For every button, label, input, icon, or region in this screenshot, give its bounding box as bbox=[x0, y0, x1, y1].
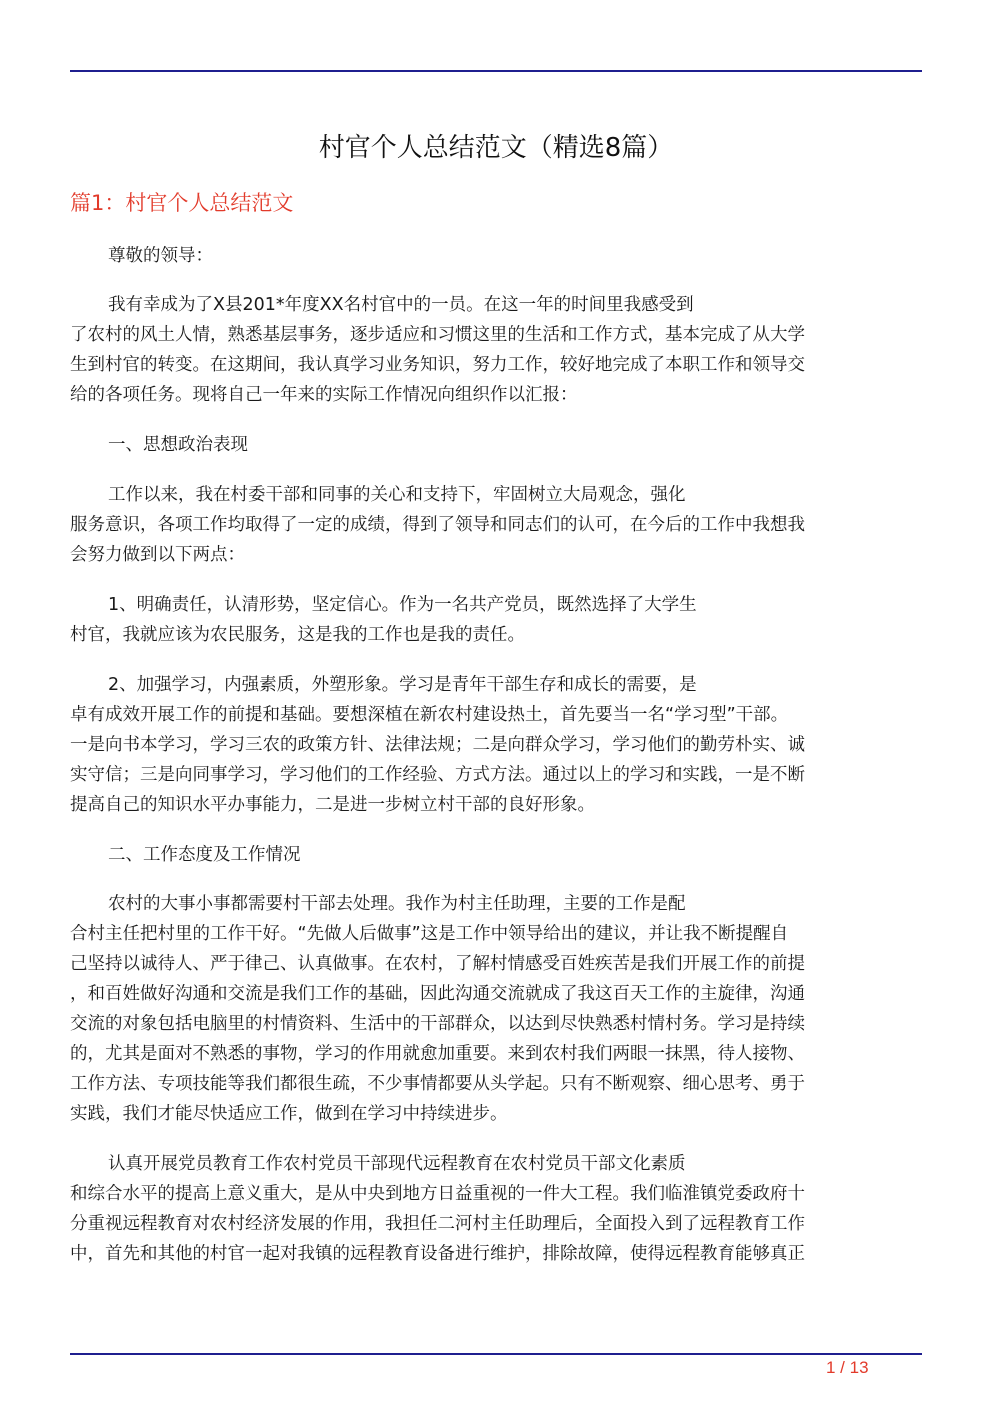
text-line: 我有幸成为了X县201*年度XX名村官中的一员。在这一年的时间里我感受到 bbox=[108, 295, 694, 315]
text-line: 服务意识，各项工作均取得了一定的成绩，得到了领导和同志们的认可，在今后的工作中我想我 bbox=[70, 515, 805, 535]
text-line: 实守信；三是向同事学习，学习他们的工作经验、方式方法。通过以上的学习和实践，一是不断 bbox=[70, 765, 805, 785]
text-line: 了农村的风土人情，熟悉基层事务，逐步适应和习惯这里的生活和工作方式，基本完成了从大学 bbox=[70, 325, 805, 345]
text-line: 村官，我就应该为农民服务，这是我的工作也是我的责任。 bbox=[70, 625, 525, 645]
text-line: 合村主任把村里的工作干好。“先做人后做事”这是工作中领导给出的建议，并让我不断提醒自 bbox=[70, 924, 789, 944]
text-line: 2、加强学习，内强素质，外塑形象。学习是青年干部生存和成长的需要，是 bbox=[108, 675, 697, 695]
text-line: 分重视远程教育对农村经济发展的作用，我担任二河村主任助理后，全面投入到了远程教育工作 bbox=[70, 1214, 805, 1234]
text-line: 农村的大事小事都需要村干部去处理。我作为村主任助理，主要的工作是配 bbox=[108, 894, 686, 914]
text-line: 二、工作态度及工作情况 bbox=[108, 845, 301, 865]
text-line: 给的各项任务。现将自己一年来的实际工作情况向组织作以汇报： bbox=[70, 385, 578, 405]
text-line: 一是向书本学习，学习三农的政策方针、法律法规；二是向群众学习，学习他们的勤劳朴实、诚 bbox=[70, 735, 805, 755]
text-line: ，和百姓做好沟通和交流是我们工作的基础，因此沟通交流就成了我这百天工作的主旋律，沟通 bbox=[70, 984, 805, 1004]
text-line: 实践，我们才能尽快适应工作，做到在学习中持续进步。 bbox=[70, 1104, 508, 1124]
text-line: 尊敬的领导： bbox=[108, 246, 213, 266]
document-title: 村官个人总结范文（精选8篇） bbox=[318, 133, 674, 163]
text-line: 的，尤其是面对不熟悉的事物，学习的作用就愈加重要。来到农村我们两眼一抹黑，待人接物、 bbox=[70, 1044, 805, 1064]
text-line: 己坚持以诚待人、严于律己、认真做事。在农村，了解村情感受百姓疾苦是我们开展工作的前提 bbox=[70, 954, 805, 974]
text-line: 一、思想政治表现 bbox=[108, 435, 248, 455]
text-line: 交流的对象包括电脑里的村情资料、生活中的干部群众，以达到尽快熟悉村情村务。学习是持续 bbox=[70, 1014, 805, 1034]
text-line: 卓有成效开展工作的前提和基础。要想深植在新农村建设热土，首先要当一名“学习型”干部。 bbox=[70, 705, 789, 725]
text-line: 和综合水平的提高上意义重大，是从中央到地方日益重视的一件大工程。我们临淮镇党委政府十 bbox=[70, 1184, 805, 1204]
text-line: 工作方法、专项技能等我们都很生疏，不少事情都要从头学起。只有不断观察、细心思考、勇于 bbox=[70, 1074, 805, 1094]
text-line: 会努力做到以下两点： bbox=[70, 545, 245, 565]
text-line: 认真开展党员教育工作农村党员干部现代远程教育在农村党员干部文化素质 bbox=[108, 1154, 686, 1174]
header-rule bbox=[70, 70, 922, 72]
page-number: 1 / 13 bbox=[826, 1358, 869, 1377]
section-title: 篇1：村官个人总结范文 bbox=[70, 191, 294, 215]
text-line: 1、明确责任，认清形势，坚定信心。作为一名共产党员，既然选择了大学生 bbox=[108, 595, 697, 615]
text-line: 提高自己的知识水平办事能力，二是进一步树立村干部的良好形象。 bbox=[70, 795, 595, 815]
text-line: 生到村官的转变。在这期间，我认真学习业务知识，努力工作，较好地完成了本职工作和领导交 bbox=[70, 355, 805, 375]
text-line: 中，首先和其他的村官一起对我镇的远程教育设备进行维护，排除故障，使得远程教育能够真正 bbox=[70, 1244, 805, 1264]
text-line: 工作以来，我在村委干部和同事的关心和支持下，牢固树立大局观念，强化 bbox=[108, 485, 686, 505]
footer-rule bbox=[70, 1353, 922, 1355]
